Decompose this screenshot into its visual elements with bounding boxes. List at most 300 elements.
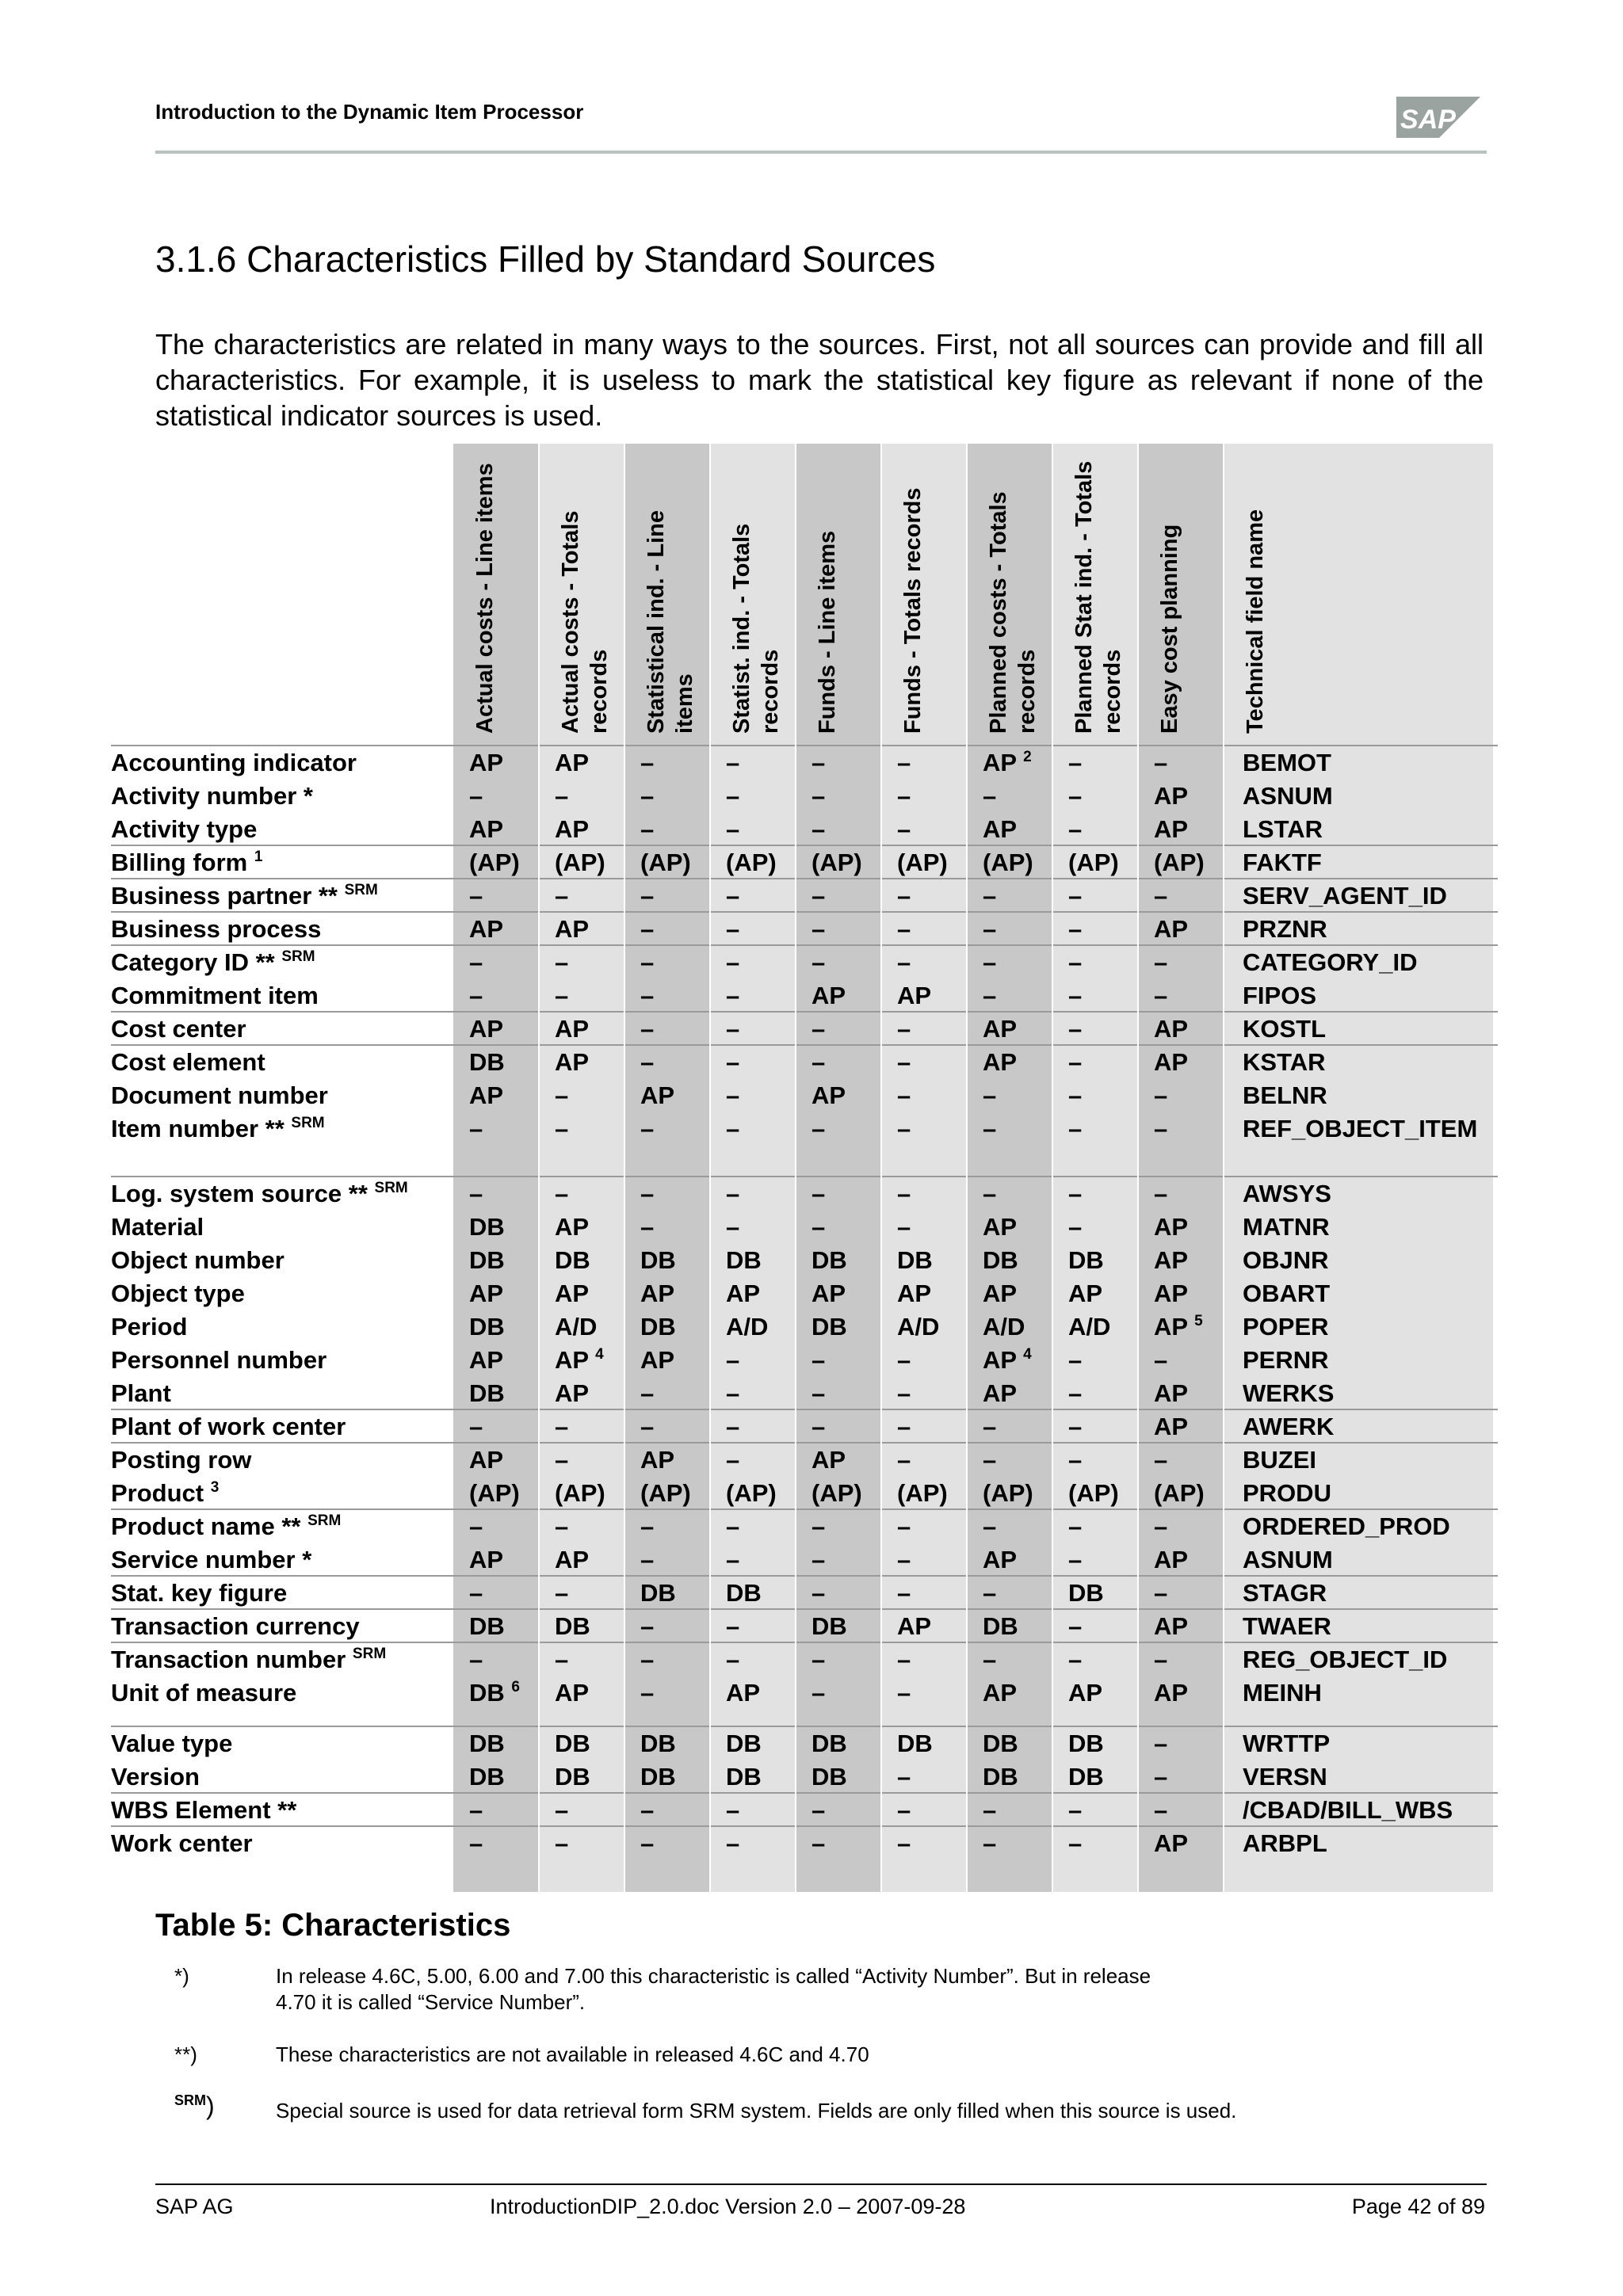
table-cell	[1052, 979, 1138, 1013]
technical-field-name: MATNR	[1243, 1213, 1330, 1241]
row-label-sup: SRM	[281, 948, 315, 965]
cell-value: AP	[983, 1546, 1018, 1573]
table-cell	[539, 1310, 624, 1344]
footer-page: Page 42 of 89	[1351, 2195, 1485, 2218]
column-header	[710, 444, 796, 745]
cell-value: –	[897, 1579, 911, 1607]
table-cell	[624, 1177, 710, 1211]
cell-value: DB	[1068, 1579, 1104, 1607]
cell-value: –	[897, 1115, 911, 1142]
cell-value: AP	[1154, 1015, 1189, 1043]
footnote-text: These characteristics are not available in released 4.6C and 4.70	[276, 2042, 869, 2066]
table-cell	[624, 913, 710, 946]
cell-value: –	[1068, 1115, 1083, 1142]
table-cell	[453, 913, 539, 946]
table-cell	[453, 979, 539, 1013]
row-label-text: Service number *	[111, 1546, 312, 1573]
table-cell	[624, 1344, 710, 1377]
table-cell	[710, 913, 796, 946]
column-header	[967, 444, 1052, 745]
cell-sup: 4	[1023, 1346, 1032, 1363]
table-cell	[539, 1410, 624, 1444]
table-cell	[624, 1079, 710, 1112]
cell-value: DB	[640, 1246, 676, 1274]
cell-value: –	[983, 782, 997, 810]
table-cell	[1052, 879, 1138, 913]
table-cell	[881, 1013, 967, 1046]
cell-value: –	[1068, 1612, 1083, 1640]
technical-field-name: FIPOS	[1243, 982, 1317, 1009]
cell-value: –	[555, 1646, 569, 1673]
cell-value: A/D	[897, 1313, 940, 1341]
row-label-text: Product	[111, 1479, 204, 1507]
table-cell	[796, 1643, 881, 1676]
table-cell	[539, 813, 624, 846]
cell-value: –	[726, 1646, 740, 1673]
row-label-text: Business partner **	[111, 882, 338, 910]
column-header-label: Technical field name	[1243, 509, 1268, 734]
cell-value: AP	[1154, 1413, 1189, 1440]
cell-value: AP	[469, 1446, 504, 1474]
row-label	[111, 1046, 453, 1079]
table-cell	[453, 1079, 539, 1112]
cell-value: AP	[555, 915, 590, 943]
cell-value: –	[640, 1379, 655, 1407]
technical-field-name: AWSYS	[1243, 1180, 1331, 1207]
cell-value: –	[1154, 1180, 1168, 1207]
cell-value: –	[555, 882, 569, 910]
cell-value: AP	[1154, 1829, 1189, 1857]
table-cell	[796, 1244, 881, 1277]
table-cell	[1052, 780, 1138, 813]
cell-value: DB	[726, 1579, 762, 1607]
technical-field-name: /CBAD/BILL_WBS	[1243, 1796, 1453, 1824]
cell-value: –	[1154, 1730, 1168, 1757]
table-row	[111, 1310, 1498, 1344]
cell-value: A/D	[726, 1313, 769, 1341]
cell-value: –	[812, 1579, 826, 1607]
cell-value: –	[812, 1829, 826, 1857]
cell-value: (AP)	[640, 849, 691, 876]
cell-value: AP	[983, 1048, 1018, 1076]
cell-value: DB	[983, 1730, 1018, 1757]
table-cell	[881, 1244, 967, 1277]
table-cell	[624, 1543, 710, 1577]
table-cell	[881, 946, 967, 979]
table-cell	[881, 780, 967, 813]
cell-value: DB	[555, 1730, 590, 1757]
table-row	[111, 1676, 1498, 1727]
cell-value: –	[555, 1446, 569, 1474]
cell-value: –	[983, 1115, 997, 1142]
footnote-text: In release 4.6C, 5.00, 6.00 and 7.00 this characteristic is called “Activity Number”. But in release 4.70 it is called “Service Number”.	[276, 1964, 1151, 2014]
table-cell	[967, 946, 1052, 979]
table-cell	[1052, 746, 1138, 780]
cell-value: DB	[897, 1730, 933, 1757]
table-row	[111, 1477, 1498, 1510]
row-label-text: Posting row	[111, 1446, 252, 1474]
row-label	[111, 1277, 453, 1310]
cell-value: (AP)	[897, 849, 948, 876]
table-cell	[967, 879, 1052, 913]
technical-field-name: REG_OBJECT_ID	[1243, 1646, 1448, 1673]
cell-value: DB	[726, 1763, 762, 1791]
cell-value: (AP)	[812, 1479, 862, 1507]
table-row	[111, 1079, 1498, 1112]
cell-value: AP	[1154, 1048, 1189, 1076]
technical-field-name: OBART	[1243, 1280, 1331, 1307]
table-cell	[624, 1211, 710, 1244]
table-caption: Table 5: Characteristics	[155, 1908, 511, 1943]
footnote-mark: *)	[174, 1964, 189, 1988]
table-cell	[967, 846, 1052, 879]
footnote-text: Special source is used for data retrieval form SRM system. Fields are only filled when this source is used.	[276, 2099, 1237, 2122]
table-cell	[1138, 913, 1224, 946]
table-cell	[710, 1543, 796, 1577]
table-cell	[796, 1112, 881, 1177]
table-cell	[539, 746, 624, 780]
table-cell	[1052, 1410, 1138, 1444]
table-cell	[967, 1244, 1052, 1277]
table-cell	[539, 1827, 624, 1860]
table-row	[111, 1610, 1498, 1643]
table-cell	[453, 1046, 539, 1079]
table-cell	[967, 1477, 1052, 1510]
cell-value: AP	[555, 815, 590, 843]
technical-field-name: FAKTF	[1243, 849, 1322, 876]
row-label	[111, 1410, 453, 1444]
table-cell	[796, 1510, 881, 1543]
table-cell	[1052, 946, 1138, 979]
column-header	[624, 444, 710, 745]
technical-field-name: LSTAR	[1243, 815, 1323, 843]
row-label-text: Object number	[111, 1246, 285, 1274]
cell-value: AP	[983, 1346, 1017, 1374]
cell-value: –	[812, 882, 826, 910]
footer-document: IntroductionDIP_2.0.doc Version 2.0 – 2007-09-28	[490, 2195, 966, 2218]
table-cell	[1138, 1177, 1224, 1211]
table-cell	[624, 1277, 710, 1310]
cell-value: DB	[897, 1246, 933, 1274]
table-cell	[624, 1310, 710, 1344]
table-cell	[881, 1794, 967, 1827]
table-cell	[796, 1013, 881, 1046]
cell-value: –	[726, 982, 740, 1009]
table-cell	[453, 1310, 539, 1344]
page-header	[155, 100, 1487, 155]
cell-value: –	[1154, 1763, 1168, 1791]
column-divider	[1223, 444, 1224, 1892]
table-cell	[624, 979, 710, 1013]
cell-value: –	[726, 1446, 740, 1474]
cell-value: –	[1068, 1180, 1083, 1207]
table-cell	[453, 1643, 539, 1676]
table-cell	[710, 1377, 796, 1410]
table-cell	[539, 1676, 624, 1727]
table-cell	[624, 1013, 710, 1046]
table-cell	[1138, 1727, 1224, 1760]
table-cell	[1138, 1410, 1224, 1444]
table-cell	[967, 1211, 1052, 1244]
table-cell	[624, 946, 710, 979]
cell-value: –	[1154, 882, 1168, 910]
row-label	[111, 946, 453, 979]
table-cell	[881, 1046, 967, 1079]
cell-value: –	[640, 1115, 655, 1142]
table-cell	[967, 1046, 1052, 1079]
cell-value: –	[897, 1796, 911, 1824]
row-label-text: Plant	[111, 1379, 171, 1407]
cell-value: –	[812, 1180, 826, 1207]
cell-value: DB	[469, 1679, 505, 1707]
cell-value: –	[1068, 1829, 1083, 1857]
footnote-mark: **)	[174, 2042, 197, 2066]
table-cell	[796, 1046, 881, 1079]
table-cell	[710, 1277, 796, 1310]
cell-value: –	[469, 1413, 483, 1440]
cell-value: AP	[555, 1546, 590, 1573]
table-cell	[1138, 1310, 1224, 1344]
technical-field-name: KOSTL	[1243, 1015, 1327, 1043]
row-label-text: Accounting indicator	[111, 749, 357, 776]
cell-value: DB	[983, 1612, 1018, 1640]
table-cell	[453, 813, 539, 846]
cell-value: (AP)	[1068, 849, 1119, 876]
cell-value: –	[640, 1679, 655, 1707]
cell-value: –	[469, 1646, 483, 1673]
table-cell	[796, 1310, 881, 1344]
cell-value: –	[640, 1213, 655, 1241]
cell-value: –	[983, 1579, 997, 1607]
row-label-text: Document number	[111, 1081, 328, 1109]
cell-value: –	[897, 1048, 911, 1076]
row-label	[111, 1244, 453, 1277]
table-cell	[881, 1577, 967, 1610]
table-cell	[881, 1112, 967, 1177]
cell-value: –	[1068, 1379, 1083, 1407]
table-cell	[881, 1377, 967, 1410]
cell-value: (AP)	[897, 1479, 948, 1507]
cell-value: –	[1068, 915, 1083, 943]
table-cell	[967, 1676, 1052, 1727]
table-cell	[710, 879, 796, 913]
cell-value: AP	[726, 1679, 761, 1707]
table-cell	[1052, 1277, 1138, 1310]
table-cell	[967, 746, 1052, 780]
cell-value: (AP)	[469, 1479, 520, 1507]
characteristics-table	[111, 746, 1498, 1860]
cell-value: AP	[555, 1015, 590, 1043]
table-cell	[881, 1177, 967, 1211]
cell-value: –	[812, 1115, 826, 1142]
technical-field-name: WRTTP	[1243, 1730, 1331, 1757]
cell-value: –	[640, 1546, 655, 1573]
row-label-text: Stat. key figure	[111, 1579, 288, 1607]
technical-field-name: STAGR	[1243, 1579, 1327, 1607]
cell-value: AP	[469, 1015, 504, 1043]
row-label-text: Commitment item	[111, 982, 319, 1009]
table-cell	[1052, 1510, 1138, 1543]
row-label	[111, 1477, 453, 1510]
footer-company: SAP AG	[155, 2195, 234, 2218]
cell-value: –	[812, 1546, 826, 1573]
row-label	[111, 879, 453, 913]
cell-value: –	[555, 982, 569, 1009]
cell-value: –	[812, 1048, 826, 1076]
cell-value: DB	[812, 1313, 847, 1341]
table-cell	[710, 1477, 796, 1510]
table-cell	[710, 946, 796, 979]
table-cell	[1138, 1643, 1224, 1676]
table-cell	[453, 846, 539, 879]
cell-value: DB	[812, 1763, 847, 1791]
table-cell	[710, 1827, 796, 1860]
table-cell	[453, 1444, 539, 1477]
table-cell	[796, 1277, 881, 1310]
table-cell	[1138, 1013, 1224, 1046]
cell-value: –	[812, 782, 826, 810]
cell-value: DB	[726, 1246, 762, 1274]
table-cell	[624, 1477, 710, 1510]
table-cell	[1138, 846, 1224, 879]
table-cell	[624, 846, 710, 879]
column-divider	[538, 444, 540, 1892]
table-cell	[1052, 1079, 1138, 1112]
row-label-text: Personnel number	[111, 1346, 327, 1374]
cell-value: –	[555, 1512, 569, 1540]
table-cell	[1138, 813, 1224, 846]
row-label-sup: SRM	[344, 882, 378, 898]
cell-value: –	[983, 982, 997, 1009]
column-header-label: Easy cost planning	[1157, 524, 1182, 734]
table-cell	[1138, 1046, 1224, 1079]
table-cell	[881, 846, 967, 879]
table-cell	[624, 879, 710, 913]
table-cell	[453, 1112, 539, 1177]
table-cell	[1138, 746, 1224, 780]
table-cell	[710, 1013, 796, 1046]
table-cell	[1138, 1543, 1224, 1577]
table-cell	[967, 1410, 1052, 1444]
table-cell	[710, 1244, 796, 1277]
table-cell	[710, 1112, 796, 1177]
cell-value: –	[640, 1512, 655, 1540]
row-label	[111, 1610, 453, 1643]
cell-value: –	[897, 1180, 911, 1207]
cell-value: DB	[469, 1730, 505, 1757]
technical-field-name: CATEGORY_ID	[1243, 948, 1418, 976]
cell-value: –	[640, 1180, 655, 1207]
table-cell	[881, 1079, 967, 1112]
column-header	[1138, 444, 1224, 745]
table-cell	[624, 1643, 710, 1676]
technical-field-name: PRODU	[1243, 1479, 1331, 1507]
cell-value: (AP)	[469, 849, 520, 876]
technical-field-name: BUZEI	[1243, 1446, 1316, 1474]
row-label	[111, 913, 453, 946]
cell-value: –	[640, 982, 655, 1009]
cell-value: –	[897, 1763, 911, 1791]
table-cell	[539, 1760, 624, 1794]
cell-value: –	[1068, 1048, 1083, 1076]
cell-value: DB	[469, 1612, 505, 1640]
cell-value: AP	[555, 749, 590, 776]
table-cell	[796, 780, 881, 813]
table-row	[111, 1277, 1498, 1310]
table-cell	[1052, 1543, 1138, 1577]
cell-value: –	[726, 948, 740, 976]
table-cell	[539, 1727, 624, 1760]
cell-value: –	[1154, 1115, 1168, 1142]
cell-value: –	[897, 1346, 911, 1374]
row-label-text: Object type	[111, 1280, 245, 1307]
technical-field-name: ORDERED_PROD	[1243, 1512, 1450, 1540]
table-cell	[881, 1344, 967, 1377]
cell-value: –	[1154, 1081, 1168, 1109]
table-cell	[967, 1277, 1052, 1310]
table-cell	[453, 1477, 539, 1510]
table-cell	[1138, 1477, 1224, 1510]
table-cell	[453, 1577, 539, 1610]
cell-value: –	[983, 882, 997, 910]
cell-value: (AP)	[1154, 849, 1205, 876]
cell-value: –	[1068, 982, 1083, 1009]
table-cell	[1138, 1577, 1224, 1610]
row-label-text: Material	[111, 1213, 204, 1241]
cell-value: A/D	[555, 1313, 598, 1341]
table-cell	[453, 1344, 539, 1377]
table-cell	[1052, 1477, 1138, 1510]
cell-value: –	[555, 948, 569, 976]
cell-value: –	[812, 1015, 826, 1043]
cell-value: –	[469, 1579, 483, 1607]
cell-value: DB	[469, 1763, 505, 1791]
column-header-label: Funds - Totals records	[900, 487, 926, 734]
table-cell	[539, 780, 624, 813]
technical-field-name: PERNR	[1243, 1346, 1329, 1374]
table-cell	[453, 1794, 539, 1827]
column-divider	[709, 444, 711, 1892]
technical-field-name: ASNUM	[1243, 782, 1333, 810]
table-cell	[539, 1543, 624, 1577]
cell-value: DB	[983, 1246, 1018, 1274]
table-cell	[453, 946, 539, 979]
row-label-sup: 3	[210, 1479, 220, 1496]
row-label	[111, 1079, 453, 1112]
table-cell	[710, 1410, 796, 1444]
cell-value: –	[1068, 948, 1083, 976]
cell-value: –	[726, 1829, 740, 1857]
cell-value: –	[469, 782, 483, 810]
cell-value: –	[726, 1379, 740, 1407]
row-label	[111, 1013, 453, 1046]
table-row	[111, 1794, 1498, 1827]
cell-value: –	[897, 948, 911, 976]
cell-value: DB	[469, 1213, 505, 1241]
cell-value: AP	[1154, 782, 1189, 810]
table-cell	[453, 1543, 539, 1577]
row-label-text: Transaction currency	[111, 1612, 360, 1640]
table-cell	[881, 1444, 967, 1477]
cell-value: AP	[469, 1546, 504, 1573]
cell-value: AP	[1154, 915, 1189, 943]
row-label-sup: SRM	[307, 1512, 342, 1529]
table-cell	[796, 846, 881, 879]
cell-value: –	[1068, 782, 1083, 810]
cell-value: AP	[1154, 1280, 1189, 1307]
cell-value: AP	[640, 1280, 675, 1307]
row-label-sup: SRM	[374, 1180, 408, 1196]
